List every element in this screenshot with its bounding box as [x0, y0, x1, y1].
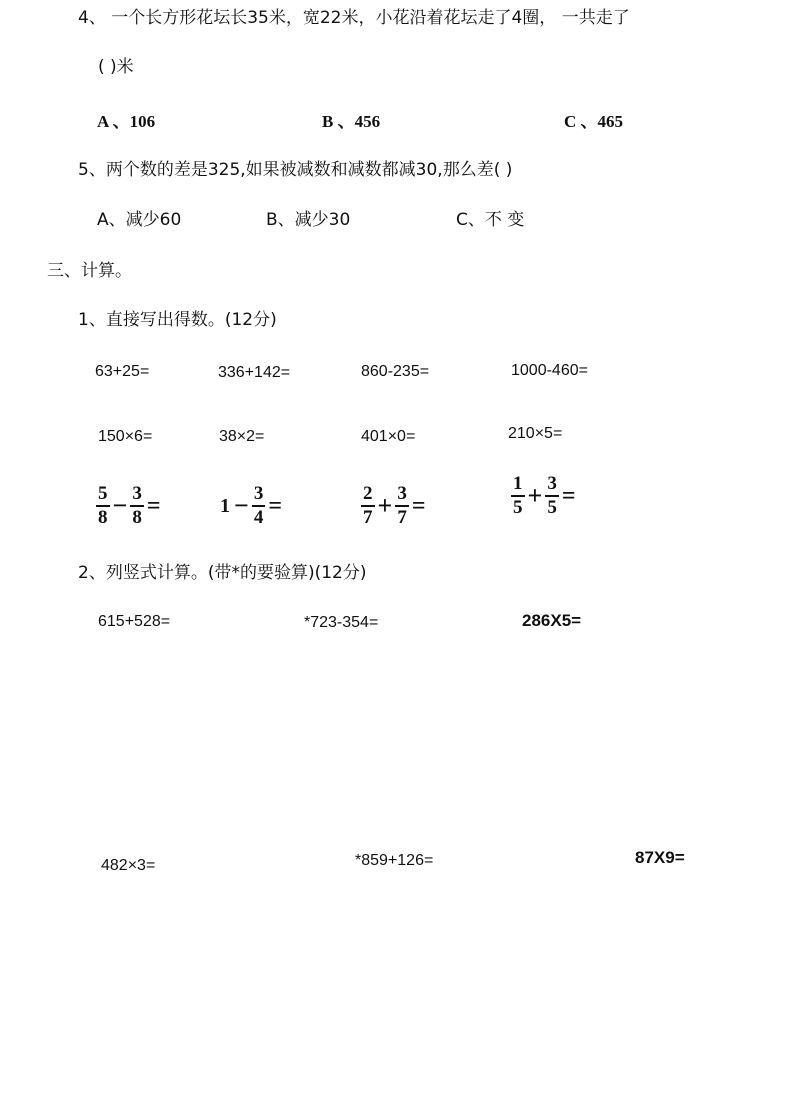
- calc-item: 38×2=: [219, 428, 265, 445]
- equals-sign: =: [146, 493, 161, 519]
- fraction-expression-2: [220, 484, 282, 528]
- vertical-calc-item: *859+126=: [355, 852, 434, 869]
- vertical-calc-item: 286X5=: [522, 611, 582, 630]
- denominator: 5: [547, 497, 557, 518]
- q5-option-c: C、不 变: [456, 210, 525, 230]
- fraction: [96, 484, 110, 528]
- calc-item: 401×0=: [361, 428, 416, 445]
- denominator: 7: [397, 507, 407, 528]
- section3-title: 三、计算。: [47, 261, 132, 281]
- calc-item: 210×5=: [508, 425, 563, 442]
- calc-item: 150×6=: [98, 428, 153, 445]
- operator: −: [234, 491, 249, 520]
- vertical-calc-item: 482×3=: [101, 857, 156, 874]
- part2-title: 2、列竖式计算。(带*的要验算)(12分): [78, 563, 367, 583]
- q4-option-a: A 、106: [97, 112, 156, 131]
- fraction: [545, 474, 559, 518]
- calc-item: 63+25=: [95, 363, 150, 380]
- q4-text: 4、 一个长方形花坛长35米，宽22米，小花沿着花坛走了4圈， 一共走了: [78, 8, 630, 28]
- calc-item: 1000-460=: [511, 362, 588, 379]
- q5-option-b: B、减少30: [266, 210, 351, 230]
- whole-number: 1: [220, 494, 230, 517]
- fraction-expression-4: [510, 474, 576, 518]
- operator: +: [527, 481, 543, 510]
- calc-item: 860-235=: [361, 363, 430, 380]
- vertical-calc-item: 87X9=: [635, 848, 685, 867]
- fraction: [511, 474, 525, 518]
- q4-answer-blank: ( )米: [98, 57, 134, 77]
- numerator: 1: [513, 473, 523, 494]
- fraction: [395, 484, 409, 528]
- fraction-expression-1: [95, 484, 161, 528]
- q5-text: 5、两个数的差是325,如果被减数和减数都减30,那么差( ): [78, 160, 513, 180]
- vertical-calc-item: 615+528=: [98, 613, 171, 630]
- equals-sign: =: [561, 483, 576, 509]
- vertical-calc-item: *723-354=: [304, 614, 379, 631]
- numerator: 3: [397, 483, 407, 504]
- numerator: 3: [253, 483, 264, 504]
- equals-sign: =: [411, 493, 426, 519]
- denominator: 7: [363, 507, 373, 528]
- q4-option-c: C 、465: [564, 112, 624, 131]
- denominator: 5: [513, 497, 523, 518]
- numerator: 5: [98, 483, 108, 504]
- calc-item: 336+142=: [218, 364, 291, 381]
- numerator: 2: [363, 483, 373, 504]
- fraction: [130, 484, 144, 528]
- denominator: 8: [132, 507, 142, 528]
- operator: +: [377, 491, 393, 520]
- part1-title: 1、直接写出得数。(12分): [78, 310, 277, 330]
- fraction-expression-3: [360, 484, 426, 528]
- operator: −: [112, 491, 128, 520]
- fraction: [252, 484, 266, 528]
- denominator: 8: [98, 507, 108, 528]
- q5-option-a: A、减少60: [97, 210, 182, 230]
- numerator: 3: [132, 483, 142, 504]
- fraction: [361, 484, 375, 528]
- equals-sign: =: [268, 493, 283, 519]
- denominator: 4: [253, 507, 264, 528]
- numerator: 3: [547, 473, 557, 494]
- q4-option-b: B 、456: [322, 112, 381, 131]
